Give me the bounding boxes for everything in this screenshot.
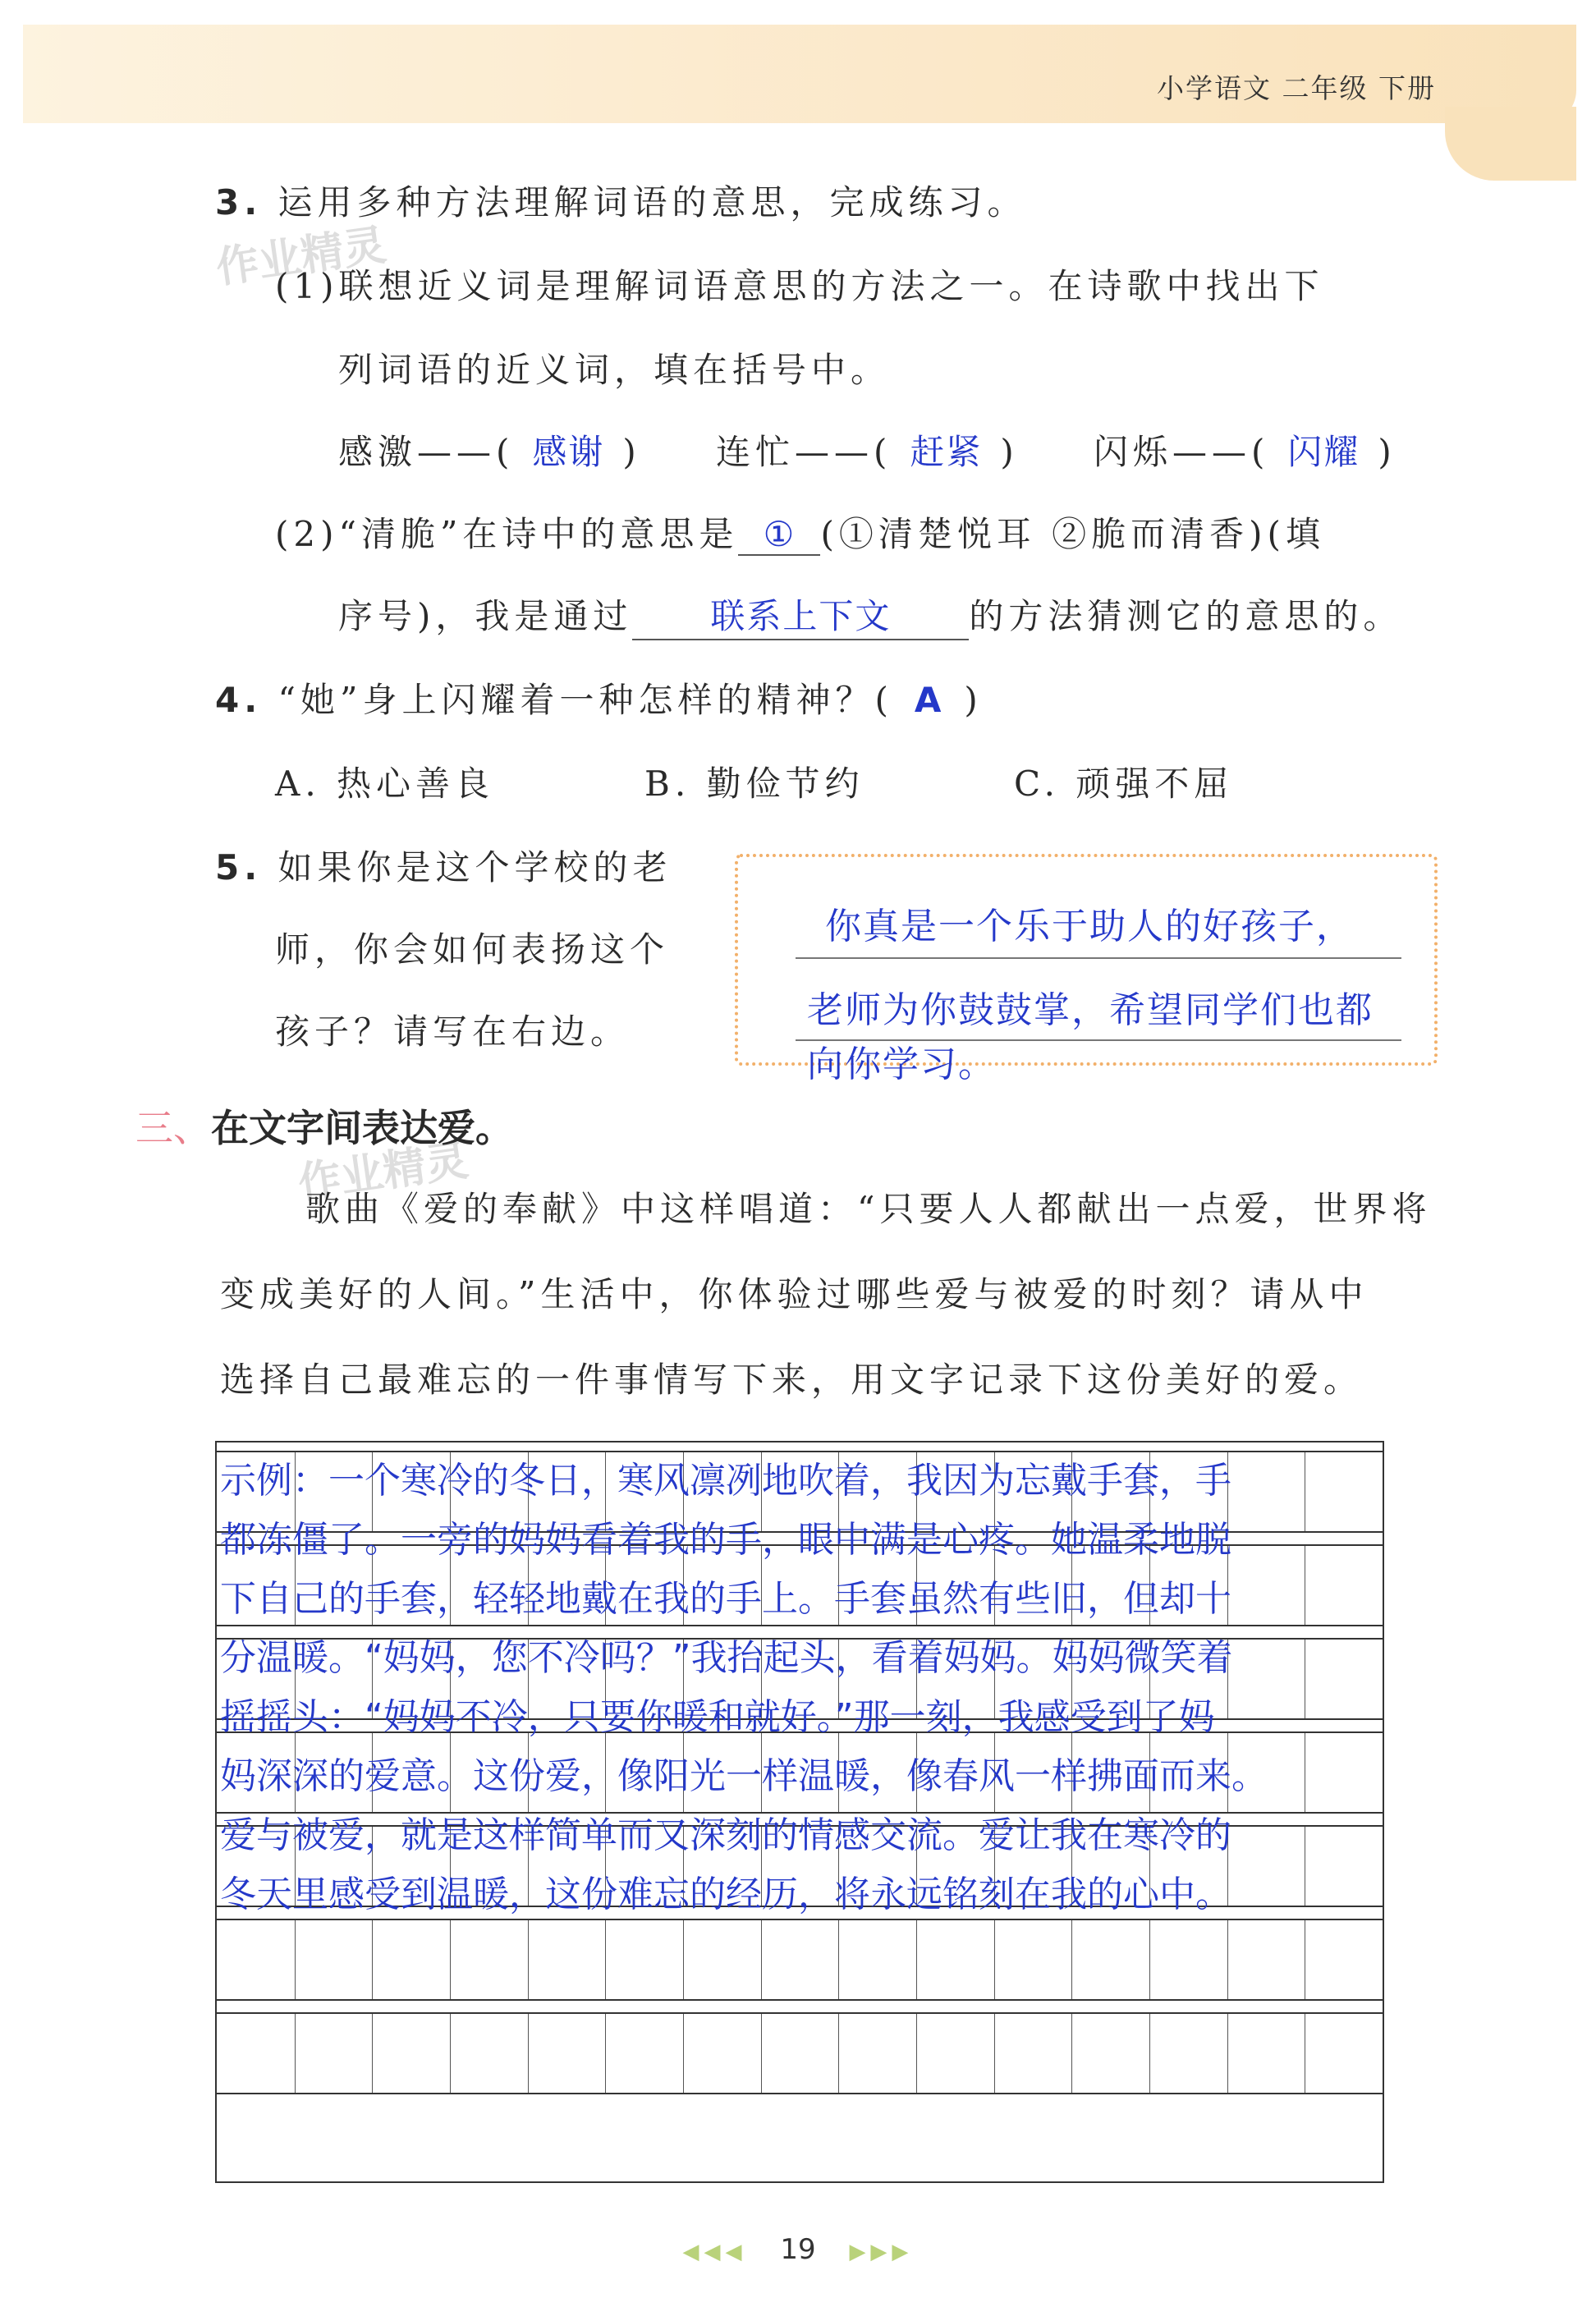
grid-cell-divider (1149, 2014, 1150, 2093)
grid-cell-divider (1071, 1920, 1072, 1999)
q4-number: 4. (215, 680, 263, 720)
grid-cell-divider (916, 2014, 917, 2093)
essay-line-6: 妈深深的爱意。这份爱，像阳光一样温暖，像春风一样拂面而来。 (220, 1755, 1268, 1797)
q5-number: 5. (215, 847, 263, 887)
grid-cell-divider (1227, 2014, 1228, 2093)
grid-cell-divider (1149, 1920, 1150, 1999)
q3-p1-line2: 列词语的近义词，填在括号中。 (338, 350, 891, 390)
grid-row (217, 2012, 1383, 2094)
q3-p1-line1: (1)联想近义词是理解词语意思的方法之一。在诗歌中找出下 (275, 266, 1324, 306)
grid-cell-divider (683, 1920, 684, 1999)
q4-option-c: C. 顽强不屈 (1014, 764, 1234, 804)
q3-p2-line1: (2)“清脆”在诗中的意思是 ① (①清楚悦耳 ②脆而清香)(填 (275, 514, 1325, 554)
grid-cell-divider (450, 2014, 451, 2093)
grid-cell-divider (605, 1920, 606, 1999)
section3-heading (135, 1098, 513, 1153)
q3-title-line (215, 176, 1027, 225)
q4-line: 4. “她”身上闪耀着一种怎样的精神？( A ) (215, 680, 983, 720)
q5-line2: 师，你会如何表扬这个 (275, 929, 670, 970)
essay-line-5: 摇摇头：“妈妈不冷，只要你暖和就好。”那一刻，我感受到了妈 (220, 1696, 1215, 1738)
left-arrows-icon: ◀◀◀ (682, 2240, 747, 2264)
essay-line-7: 爱与被爱，就是这样简单而又深刻的情感交流。爱让我在寒冷的 (220, 1814, 1231, 1856)
grid-cell-divider (450, 1920, 451, 1999)
essay-line-8: 冬天里感受到温暖，这份难忘的经历，将永远铭刻在我的心中。 (220, 1874, 1231, 1915)
q5-answer-line2: 老师为你鼓鼓掌，希望同学们也都 (807, 989, 1374, 1031)
q5-line3: 孩子？请写在右边。 (275, 1011, 631, 1052)
essay-line-1: 示例：一个寒冷的冬日，寒风凛冽地吹着，我因为忘戴手套，手 (220, 1460, 1231, 1502)
grid-cell-divider (372, 2014, 373, 2093)
essay-answer (220, 1452, 1382, 1924)
q5-line1: 5. 如果你是这个学校的老 (215, 847, 672, 887)
grid-cell-divider (528, 2014, 529, 2093)
essay-line-3: 下自己的手套，轻轻地戴在我的手上。手套虽然有些旧，但却十 (220, 1578, 1231, 1620)
q3-pair-3-answer: 闪耀 (1287, 432, 1360, 472)
grid-cell-divider (916, 1920, 917, 1999)
q3-number: 3. (215, 182, 263, 222)
q3-p2-method-answer: 联系上下文 (632, 589, 969, 640)
grid-cell-divider (994, 2014, 995, 2093)
grid-cell-divider (605, 2014, 606, 2093)
grid-cell-divider (838, 2014, 839, 2093)
grid-cell-divider (295, 1920, 296, 1999)
grid-cell-divider (1227, 1920, 1228, 1999)
grid-cell-divider (1071, 2014, 1072, 2093)
q5-answer-line1: 你真是一个乐于助人的好孩子， (825, 906, 1354, 947)
essay-line-4: 分温暖。“妈妈，您不冷吗？”我抬起头，看着妈妈。妈妈微笑着 (220, 1637, 1233, 1679)
note-line-1 (796, 957, 1401, 959)
q4-option-a: A. 热心善良 (275, 764, 495, 804)
q3-title: 运用多种方法理解词语的意思，完成练习。 (277, 182, 1027, 222)
q3-pair-2: 连忙——( 赶紧 ) (716, 432, 1019, 472)
q3-pair-1: 感激——( 感谢 ) (338, 432, 641, 472)
grid-row (217, 1919, 1383, 2001)
grid-cell-divider (761, 1920, 762, 1999)
q3-p2-line2: 序号)，我是通过 联系上下文 的方法猜测它的意思的。 (338, 589, 1402, 640)
page-footer (0, 2233, 1596, 2266)
q3-pair-2-answer: 赶紧 (910, 432, 983, 472)
watermark-1: 作业精灵 (213, 220, 389, 294)
section3-line1: 歌曲《爱的奉献》中这样唱道：“只要人人都献出一点爱，世界将 (305, 1189, 1432, 1229)
watermark-2: 作业精灵 (295, 1135, 471, 1209)
grid-cell-divider (372, 1920, 373, 1999)
grid-cell-divider (683, 2014, 684, 2093)
q4-answer: A (914, 680, 943, 720)
q3-pair-3: 闪烁——( 闪耀 ) (1094, 432, 1396, 472)
q4-option-b: B. 勤俭节约 (644, 764, 864, 804)
header-subject: 小学语文 二年级 下册 (1157, 72, 1436, 104)
grid-cell-divider (528, 1920, 529, 1999)
q5-answer-line3: 向你学习。 (807, 1043, 996, 1085)
grid-cell-divider (838, 1920, 839, 1999)
grid-cell-divider (994, 1920, 995, 1999)
grid-cell-divider (761, 2014, 762, 2093)
essay-line-2: 都冻僵了。一旁的妈妈看着我的手，眼中满是心疼。她温柔地脱 (220, 1519, 1231, 1561)
right-arrows-icon: ▶▶▶ (849, 2240, 914, 2264)
page-number: 19 (780, 2233, 816, 2266)
q3-p2-answer: ① (738, 514, 820, 556)
section3-line3: 选择自己最难忘的一件事情写下来，用文字记录下这份美好的爱。 (220, 1360, 1364, 1400)
section3-number: 三、 (135, 1106, 211, 1150)
q3-pair-1-answer: 感谢 (532, 432, 605, 472)
section3-title: 在文字间表达爱。 (211, 1106, 513, 1150)
section3-line2: 变成美好的人间。”生活中，你体验过哪些爱与被爱的时刻？请从中 (220, 1274, 1369, 1314)
grid-cell-divider (295, 2014, 296, 2093)
